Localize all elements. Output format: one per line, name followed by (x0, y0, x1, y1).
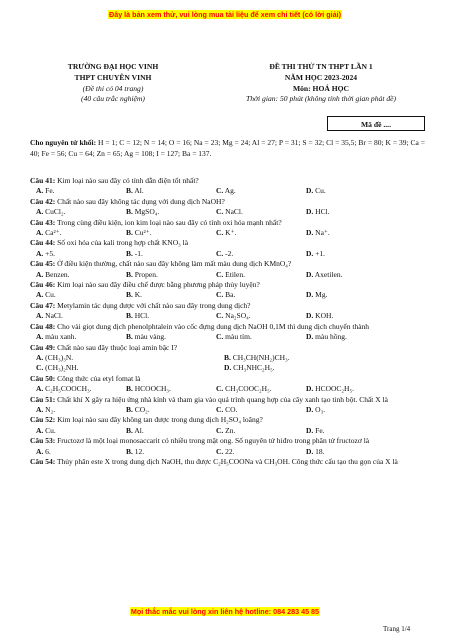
answer-option[interactable] (300, 186, 390, 196)
option-text: màu xanh. (45, 332, 77, 342)
university-name: TRƯỜNG ĐẠI HỌC VINH (67, 62, 159, 71)
option-letter: A. (36, 352, 44, 362)
option-text: NaCl. (45, 311, 63, 321)
option-letter: A. (36, 290, 44, 300)
exam-title: ĐỀ THI THỬ TN THPT LẦN 1 (269, 62, 373, 71)
question-number: Câu 50: (30, 373, 56, 383)
answer-option[interactable] (210, 405, 300, 415)
answer-options (30, 290, 425, 300)
answer-option[interactable] (120, 186, 210, 196)
option-letter: D. (306, 446, 314, 456)
option-text: NaCl. (225, 207, 243, 217)
option-text: 22. (225, 446, 235, 456)
option-letter: A. (36, 207, 44, 217)
option-letter: B. (126, 446, 133, 456)
question-number: Câu 53: (30, 436, 56, 446)
answer-option[interactable] (120, 405, 210, 415)
question-text: Kim loại nào sau đây điều chế được bằng phương pháp thủy luyện? (55, 280, 260, 290)
answer-option[interactable] (300, 384, 390, 394)
answer-option[interactable] (30, 207, 120, 217)
option-letter: B. (126, 248, 133, 258)
option-text: -2. (225, 248, 234, 258)
question-52 (30, 415, 425, 425)
option-text: Fe. (315, 425, 325, 435)
answer-option[interactable] (120, 311, 210, 321)
preview-banner (0, 10, 450, 19)
answer-option[interactable] (30, 311, 120, 321)
option-text: K. (134, 290, 143, 300)
option-letter: D. (306, 311, 314, 321)
answer-option[interactable] (300, 426, 390, 436)
option-letter: A. (36, 228, 44, 238)
hotline-banner (0, 607, 450, 616)
option-text: N₂. (45, 404, 56, 414)
exam-code-box: Mã đề .... (327, 116, 425, 131)
option-text: Al. (134, 425, 144, 435)
answer-option[interactable] (120, 384, 210, 394)
answer-option[interactable] (30, 332, 120, 342)
answer-options (30, 228, 425, 238)
answer-option[interactable] (210, 290, 300, 300)
question-text: Fructozơ là một loại monosaccarit có nhiều trong mật ong. Số nguyên tử hiđro trong phân tử fructozơ là (55, 436, 370, 446)
question-number: Câu 47: (30, 300, 56, 310)
answer-option[interactable] (300, 249, 390, 259)
option-letter: D. (306, 269, 314, 279)
option-letter: B. (126, 384, 133, 394)
answer-options (30, 207, 425, 217)
question-53 (30, 436, 425, 446)
answer-option[interactable] (30, 249, 120, 259)
answer-options (30, 405, 425, 415)
option-text: +5. (45, 248, 56, 258)
option-text: Fe. (45, 186, 55, 196)
question-51 (30, 395, 425, 405)
answer-option[interactable] (210, 186, 300, 196)
answer-option[interactable] (30, 405, 120, 415)
option-letter: C. (216, 384, 224, 394)
question-49 (30, 343, 425, 353)
answer-option[interactable] (210, 426, 300, 436)
option-text: Etilen. (225, 269, 245, 279)
option-letter: C. (216, 404, 224, 414)
question-number: Câu 48: (30, 321, 56, 331)
question-text: Kim loại nào sau đây có tính dẫn điện tốt nhất? (55, 176, 199, 185)
option-text: HCOOC₂H₅. (315, 384, 354, 394)
question-text: Số oxi hóa của kali trong hợp chất KNO₃ là (55, 238, 189, 248)
option-letter: C. (216, 311, 224, 321)
option-text: CO₂. (134, 404, 150, 414)
answer-option[interactable] (210, 207, 300, 217)
hotline-banner-text: Mọi thắc mắc vui lòng xin liên hệ hotline: 084 283 45 85 (130, 607, 320, 616)
answer-option[interactable] (120, 249, 210, 259)
option-text: 6. (45, 446, 51, 456)
answer-options (30, 332, 425, 342)
school-name: THPT CHUYÊN VINH (74, 72, 152, 82)
question-number: Câu 51: (30, 394, 56, 404)
answer-option[interactable] (120, 332, 210, 342)
option-text: CuCl₂. (45, 207, 66, 217)
answer-options (30, 270, 425, 280)
option-letter: B. (126, 228, 133, 238)
option-letter: B. (126, 332, 133, 342)
option-text: Mg. (315, 290, 328, 300)
question-42 (30, 197, 425, 207)
question-number: Câu 41: (30, 176, 56, 185)
question-list (30, 176, 425, 467)
option-letter: A. (36, 311, 44, 321)
question-text: Trong cùng điều kiện, ion kim loại nào sau đây có tính oxi hóa mạnh nhất? (55, 217, 282, 227)
question-number: Câu 43: (30, 217, 56, 227)
answer-option[interactable] (218, 363, 406, 373)
option-letter: B. (126, 404, 133, 414)
option-text: Benzen. (45, 269, 70, 279)
question-54 (30, 457, 425, 467)
answer-option[interactable] (300, 447, 390, 457)
answer-option[interactable] (120, 426, 210, 436)
option-letter: D. (224, 363, 232, 373)
option-letter: A. (36, 384, 44, 394)
option-text: HCl. (134, 311, 150, 321)
answer-option[interactable] (120, 270, 210, 280)
option-letter: D. (306, 186, 314, 196)
answer-options (30, 447, 425, 457)
option-letter: B. (126, 186, 133, 196)
option-letter: C. (216, 248, 224, 258)
atomic-masses-values: H = 1; C = 12; N = 14; O = 16; Na = 23; Mg = 24; Al = 27; P = 31; S = 32; Cl = 35,5; Br = 80; K = 39; Ca = 40; Fe = 56; Cu = 64; Zn = 65; Ag = 108; I = 127; Ba = 137. (30, 138, 425, 158)
option-letter: D. (306, 248, 314, 258)
option-text: Ca²⁺. (45, 228, 62, 238)
question-48 (30, 322, 425, 332)
option-letter: D. (306, 384, 314, 394)
option-letter: C. (216, 228, 224, 238)
option-letter: D. (306, 207, 314, 217)
answer-option[interactable] (30, 353, 218, 363)
option-letter: A. (36, 248, 44, 258)
option-text: O₃. (315, 404, 326, 414)
question-47 (30, 301, 425, 311)
answer-option[interactable] (300, 405, 390, 415)
option-letter: D. (306, 290, 314, 300)
question-number: Câu 46: (30, 280, 56, 290)
question-text: Chất nào sau đây thuộc loại amin bậc I? (55, 342, 178, 352)
answer-option[interactable] (210, 270, 300, 280)
question-45 (30, 259, 425, 269)
answer-option[interactable] (210, 384, 300, 394)
option-text: (CH₃)₂NH. (45, 363, 79, 373)
answer-option[interactable] (30, 270, 120, 280)
option-text: Na₂SO₄. (225, 311, 251, 321)
option-letter: D. (306, 332, 314, 342)
option-text: CH₃CH(NH₂)CH₃. (232, 352, 290, 362)
question-43 (30, 218, 425, 228)
option-letter: B. (126, 269, 133, 279)
option-text: Propen. (134, 269, 158, 279)
option-text: màu tím. (225, 332, 252, 342)
answer-option[interactable] (30, 290, 120, 300)
answer-options (30, 353, 425, 374)
answer-option[interactable] (218, 353, 406, 363)
option-letter: D. (306, 425, 314, 435)
question-50 (30, 374, 425, 384)
answer-options (30, 311, 425, 321)
option-text: Ba. (225, 290, 236, 300)
answer-option[interactable] (120, 207, 210, 217)
option-letter: C. (216, 290, 224, 300)
option-text: +1. (315, 248, 326, 258)
answer-option[interactable] (30, 363, 218, 373)
answer-option[interactable] (300, 332, 390, 342)
answer-option[interactable] (210, 249, 300, 259)
question-text: Kim loại nào sau đây không tan được trong dung dịch H₂SO₄ loãng? (55, 415, 263, 425)
question-46 (30, 280, 425, 290)
question-count-note: (40 câu trắc nghiệm) (81, 94, 145, 104)
option-text: HCOOCH₃. (134, 384, 171, 394)
option-letter: A. (36, 425, 44, 435)
question-number: Câu 44: (30, 238, 56, 248)
answer-option[interactable] (30, 426, 120, 436)
exam-header (196, 62, 446, 105)
question-text: Thủy phân este X trong dung dịch NaOH, thu được C₂H₅COONa và CH₃OH. Công thức cấu tạo thu gọn của X là (55, 456, 398, 466)
answer-option[interactable] (210, 311, 300, 321)
question-number: Câu 45: (30, 259, 56, 269)
answer-option[interactable] (210, 332, 300, 342)
answer-option[interactable] (210, 447, 300, 457)
question-text: Cho vài giọt dung dịch phenolphtalein vào cốc đựng dung dịch NaOH 0,1M thì dung dịch chuyển thành (55, 321, 370, 331)
question-number: Câu 54: (30, 456, 56, 466)
option-letter: C. (216, 332, 224, 342)
answer-option[interactable] (30, 447, 120, 457)
question-number: Câu 52: (30, 415, 56, 425)
option-text: màu hồng. (315, 332, 347, 342)
option-text: K⁺. (225, 228, 237, 238)
option-text: Cu²⁺. (134, 228, 152, 238)
answer-option[interactable] (300, 311, 390, 321)
answer-option[interactable] (30, 228, 120, 238)
question-text: Chất nào sau đây không tác dụng với dung dịch NaOH? (55, 196, 225, 206)
option-letter: B. (126, 207, 133, 217)
option-text: Cu. (315, 186, 326, 196)
question-text: Công thức của etyl fomat là (55, 373, 141, 383)
option-text: CO. (225, 404, 238, 414)
answer-option[interactable] (300, 228, 390, 238)
page-number: Trang 1/4 (383, 625, 411, 633)
option-letter: C. (216, 425, 224, 435)
option-text: 18. (315, 446, 325, 456)
page-count-note: (Đề thi có 04 trang) (82, 83, 144, 93)
option-letter: C. (216, 269, 224, 279)
option-text: KOH. (315, 311, 334, 321)
subject: Môn: HOÁ HỌC (292, 83, 350, 93)
option-letter: B. (126, 425, 133, 435)
option-text: Axetilen. (314, 269, 343, 279)
option-letter: C. (216, 207, 224, 217)
option-letter: D. (306, 228, 314, 238)
question-text: Ở điều kiện thường, chất nào sau đây không làm mất màu dung dịch KMnO₄? (55, 259, 292, 269)
option-letter: C. (216, 186, 224, 196)
answer-option[interactable] (120, 447, 210, 457)
question-41 (30, 176, 425, 186)
answer-options (30, 249, 425, 259)
school-year: NĂM HỌC 2023-2024 (284, 72, 358, 82)
option-text: -1. (134, 248, 143, 258)
atomic-masses-label: Cho nguyên tử khối: (30, 138, 97, 147)
answer-option[interactable] (210, 228, 300, 238)
option-text: Ag. (224, 186, 236, 196)
answer-option[interactable] (120, 228, 210, 238)
answer-option[interactable] (300, 207, 390, 217)
option-text: C₂H₅COOCH₃. (45, 384, 92, 394)
option-text: Cu. (45, 290, 56, 300)
option-text: HCl. (315, 207, 330, 217)
time-limit: Thời gian: 50 phút (không tính thời gian phát đề) (245, 94, 397, 104)
option-text: 12. (134, 446, 145, 456)
option-text: Cu. (45, 425, 56, 435)
answer-options (30, 186, 425, 196)
option-letter: A. (36, 446, 44, 456)
answer-option[interactable] (30, 384, 120, 394)
option-letter: B. (126, 290, 133, 300)
option-text: màu vàng. (134, 332, 167, 342)
answer-option[interactable] (30, 186, 120, 196)
atomic-masses (30, 137, 425, 159)
option-text: Zn. (225, 425, 236, 435)
question-44 (30, 238, 425, 248)
answer-option[interactable] (120, 290, 210, 300)
option-letter: A. (36, 404, 44, 414)
option-text: Al. (134, 186, 144, 196)
option-text: MgSO₄. (134, 207, 160, 217)
option-letter: A. (36, 332, 44, 342)
option-letter: B. (224, 352, 231, 362)
preview-banner-text: Đây là bản xem thử, vui lòng mua tài liệu để xem chi tiết (có lời giải) (109, 10, 341, 19)
option-letter: A. (36, 186, 44, 196)
option-letter: A. (36, 269, 44, 279)
school-header (28, 62, 198, 105)
option-text: CH₃COOC₂H₅. (225, 384, 272, 394)
question-number: Câu 49: (30, 342, 56, 352)
answer-option[interactable] (300, 290, 390, 300)
option-text: CH₃NHC₂H₅. (233, 363, 275, 373)
question-text: Chất khí X gây ra hiệu ứng nhà kính và tham gia vào quá trình quang hợp của cây xanh tạo tinh bột. Chất X là (55, 394, 388, 404)
answer-options (30, 426, 425, 436)
option-letter: D. (306, 404, 314, 414)
option-text: Na⁺. (315, 228, 330, 238)
option-letter: C. (216, 446, 224, 456)
question-number: Câu 42: (30, 196, 56, 206)
answer-options (30, 384, 425, 394)
option-letter: C. (36, 363, 44, 373)
option-text: (CH₃)₃N. (45, 352, 74, 362)
answer-option[interactable] (300, 270, 390, 280)
question-text: Metylamin tác dụng được với chất nào sau đây trong dung dịch? (55, 300, 251, 310)
option-letter: B. (126, 311, 133, 321)
